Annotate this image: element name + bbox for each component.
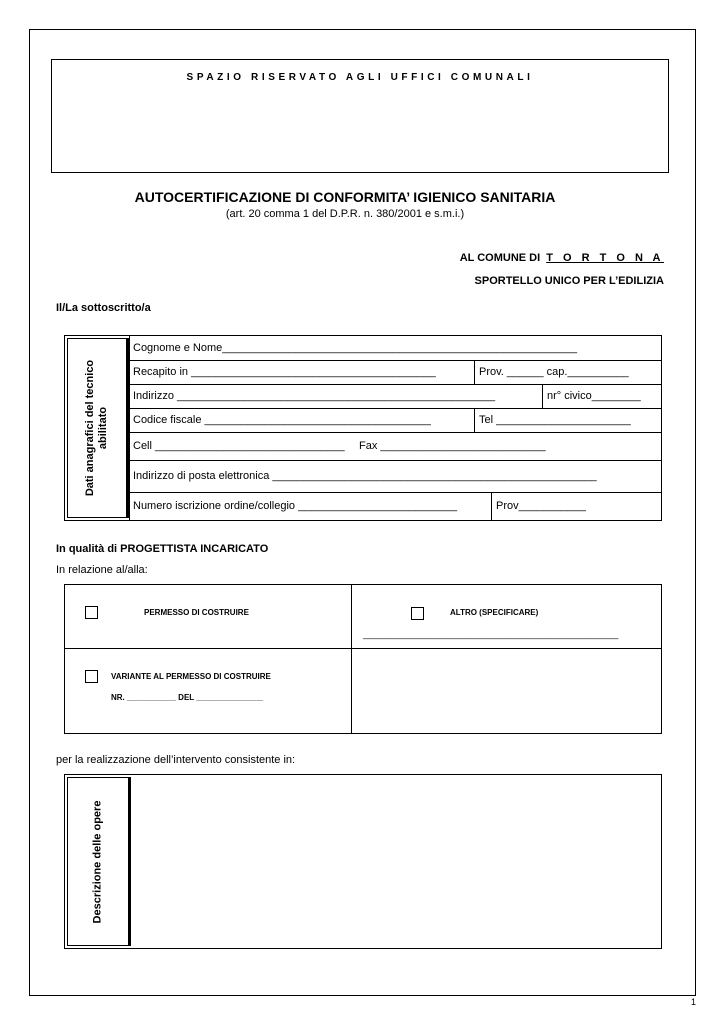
tax-code-row: [129, 408, 661, 433]
email-row: [129, 460, 661, 493]
other-option-label: ALTRO (SPECIFICARE): [450, 608, 539, 617]
addressee-office: SPORTELLO UNICO PER L’EDILIZIA: [474, 275, 664, 287]
permit-option-label: PERMESSO DI COSTRUIRE: [144, 608, 249, 617]
technician-side-panel: [65, 336, 130, 520]
addressee-municipality: [460, 252, 664, 264]
cell-field[interactable]: Cell _______________________________: [133, 440, 345, 452]
works-description-box: [64, 774, 662, 949]
office-reserved-box: [51, 59, 669, 173]
registration-row: [129, 492, 661, 520]
choice-divider-vertical: [351, 585, 352, 733]
permit-choice-box: [64, 584, 662, 734]
cell-fax-row: [129, 432, 661, 461]
residence-field[interactable]: Recapito in ________________________________________: [133, 366, 436, 378]
technician-side-label: Dati anagrafici del tecnico abilitato: [84, 359, 109, 497]
other-specify-line[interactable]: ___________________________________________________: [363, 629, 619, 639]
role-label: In qualità di PROGETTISTA INCARICATO: [56, 543, 269, 555]
addressee-prefix: AL COMUNE DI: [459, 252, 541, 264]
registration-field[interactable]: Numero iscrizione ordine/collegio __________________________: [133, 500, 458, 512]
permit-checkbox[interactable]: [85, 606, 98, 619]
choice-divider-horizontal: [65, 648, 661, 649]
province-cap-field[interactable]: Prov. ______ cap.__________: [474, 360, 629, 384]
tax-code-field[interactable]: Codice fiscale _____________________________________: [133, 414, 431, 426]
tel-field[interactable]: Tel ______________________: [474, 408, 631, 432]
name-row: [129, 336, 661, 361]
email-field[interactable]: Indirizzo di posta elettronica _____________________________________________________: [133, 470, 597, 482]
works-description-area[interactable]: [131, 775, 661, 948]
page-number: 1: [690, 997, 696, 1007]
other-checkbox[interactable]: [411, 607, 424, 620]
works-description-side-label: Descrizione delle opere: [91, 800, 104, 923]
registration-province-field[interactable]: Prov___________: [491, 492, 586, 520]
document-subtitle: (art. 20 comma 1 del D.P.R. n. 380/2001 e s.m.i.): [225, 208, 465, 220]
variant-option-label: VARIANTE AL PERMESSO DI COSTRUIRE: [111, 672, 271, 681]
address-row: [129, 384, 661, 409]
name-field[interactable]: Cognome e Nome__________________________________________________________: [133, 342, 578, 354]
fax-field[interactable]: Fax ___________________________: [359, 440, 546, 452]
signer-label: Il/La sottoscritto/a: [56, 302, 151, 314]
relation-label: In relazione al/alla:: [56, 564, 148, 576]
addressee-town: T O R T O N A: [546, 252, 664, 264]
variant-checkbox[interactable]: [85, 670, 98, 683]
residence-row: [129, 360, 661, 385]
works-description-side-panel: [65, 775, 129, 948]
document-title: AUTOCERTIFICAZIONE DI CONFORMITA’ IGIENICO SANITARIA: [134, 189, 556, 205]
intervention-label: per la realizzazione dell’intervento consistente in:: [56, 754, 296, 766]
office-reserved-title: SPAZIO RISERVATO AGLI UFFICI COMUNALI: [186, 72, 534, 83]
address-field[interactable]: Indirizzo ____________________________________________________: [133, 390, 496, 402]
variant-number-date-field[interactable]: NR. ___________ DEL _______________: [111, 693, 263, 702]
civic-number-field[interactable]: nr° civico________: [542, 384, 641, 408]
technician-data-table: [64, 335, 662, 521]
